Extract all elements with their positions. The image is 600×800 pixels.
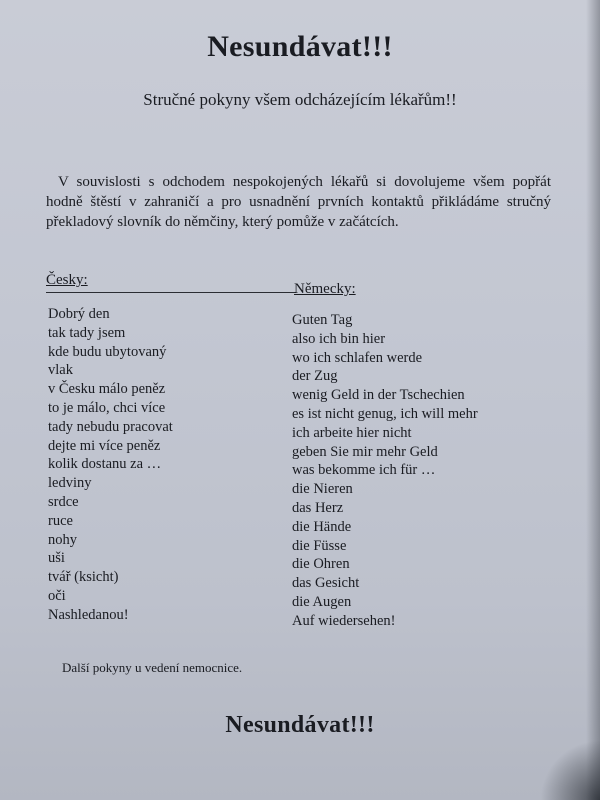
german-phrase: das Gesicht	[292, 575, 360, 592]
phrase-row	[0, 381, 600, 404]
paper-corner-shadow	[540, 740, 600, 800]
phrase-row	[0, 587, 600, 610]
czech-phrase: uši	[48, 550, 65, 567]
german-phrase: Guten Tag	[292, 312, 353, 328]
phrase-row	[0, 399, 600, 422]
czech-phrase: Nashledanou!	[48, 606, 129, 623]
german-phrase: die Nieren	[292, 481, 353, 498]
czech-phrase: dejte mi více peněz	[48, 437, 161, 454]
czech-phrase: tak tady jsem	[48, 324, 126, 341]
german-phrase: das Herz	[292, 499, 344, 516]
phrase-row	[0, 550, 600, 573]
german-phrase: wo ich schlafen werde	[292, 349, 423, 366]
notice-title: Nesundávat!!!	[207, 30, 393, 63]
phrase-row	[0, 569, 600, 592]
closing-title: Nesundávat!!!	[225, 712, 375, 738]
column-header-czech: Česky:	[46, 272, 88, 288]
notice-subtitle: Stručné pokyny všem odcházejícím lékařům!!	[143, 90, 457, 109]
czech-phrase: ledviny	[48, 475, 92, 492]
phrase-row	[0, 456, 600, 479]
german-phrase: Auf wiedersehen!	[292, 612, 396, 629]
intro-paragraph: V souvislosti s odchodem nespokojených lékařů si dovolujeme všem popřát hodně štěstí v zahraničí a pro usnadnění prvních kontaktů přikládáme stručný překladový slovník do němčiny, který pomůže v začátcích.	[46, 174, 551, 230]
german-phrase: die Augen	[292, 593, 352, 610]
phrase-row	[0, 512, 600, 535]
column-header-german: Německy:	[294, 281, 356, 297]
phrase-row	[0, 418, 600, 441]
phrase-row	[0, 362, 600, 385]
phrase-row	[0, 493, 600, 516]
german-phrase: die Ohren	[292, 556, 350, 573]
german-phrase: die Füsse	[292, 537, 347, 554]
german-phrase: wenig Geld in der Tschechien	[292, 387, 465, 404]
phrase-row	[0, 343, 600, 366]
czech-phrase: v Česku málo peněz	[48, 381, 166, 398]
czech-phrase: vlak	[48, 362, 73, 379]
czech-phrase: tady nebudu pracovat	[48, 418, 173, 435]
phrase-row	[0, 606, 600, 629]
footer-note: Další pokyny u vedení nemocnice.	[62, 660, 243, 675]
german-phrase: was bekomme ich für …	[292, 462, 436, 479]
czech-phrase: Dobrý den	[48, 306, 110, 322]
czech-phrase: nohy	[48, 531, 77, 548]
czech-phrase: srdce	[48, 493, 79, 510]
czech-phrase: tvář (ksicht)	[48, 569, 119, 586]
german-phrase: es ist nicht genug, ich will mehr	[292, 405, 478, 422]
phrase-row	[0, 306, 600, 328]
phrase-row	[0, 437, 600, 460]
czech-phrase: kde budu ubytovaný	[48, 343, 167, 360]
german-phrase: die Hände	[292, 518, 352, 535]
czech-phrase: ruce	[48, 512, 73, 529]
german-phrase: der Zug	[292, 368, 338, 385]
phrase-row	[0, 475, 600, 498]
german-phrase: ich arbeite hier nicht	[292, 424, 412, 441]
german-phrase: also ich bin hier	[292, 330, 386, 347]
phrase-row	[0, 531, 600, 554]
phrase-list	[0, 306, 600, 629]
header-divider	[46, 292, 296, 293]
czech-phrase: to je málo, chci více	[48, 399, 166, 416]
czech-phrase: kolik dostanu za …	[48, 456, 162, 473]
german-phrase: geben Sie mir mehr Geld	[292, 443, 438, 460]
czech-phrase: oči	[48, 587, 66, 604]
phrase-row	[0, 324, 600, 347]
